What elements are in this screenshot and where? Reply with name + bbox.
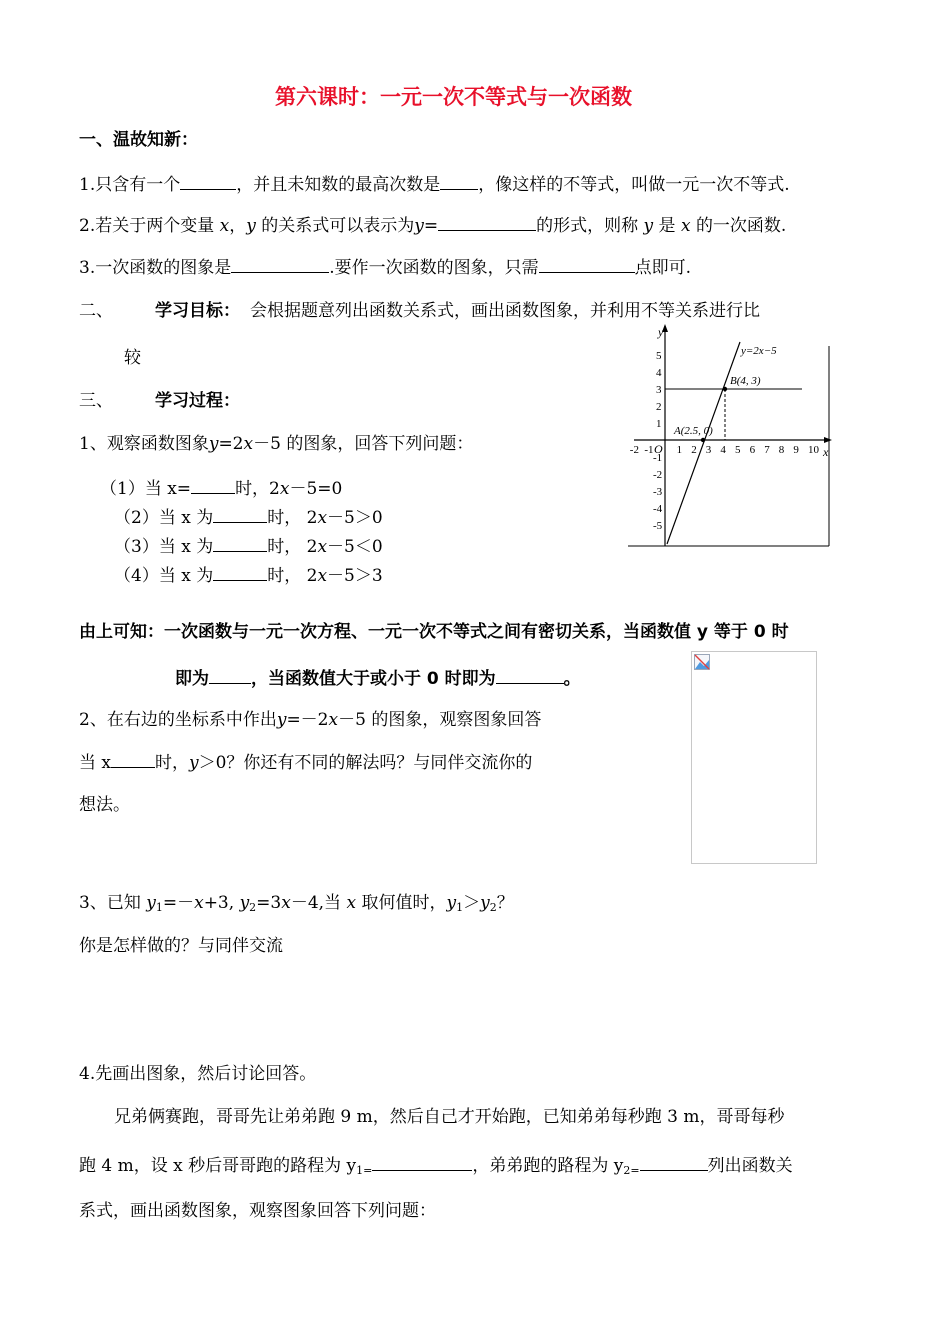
answer-blank[interactable] (111, 751, 155, 768)
x-tick-label: 10 (808, 444, 819, 456)
x-tick-label: 9 (793, 444, 799, 456)
problem-3-line-2: 你是怎样做的？与同伴交流 (79, 936, 283, 956)
problem-2-line-2: 当 x 时，y＞0？你还有不同的解法吗？与同伴交流你的 (79, 753, 533, 773)
x-tick-label: 8 (778, 444, 785, 456)
y-tick-label: 2 (656, 401, 662, 413)
problem-4-line-2: 跑 4 m，设 x 秒后哥哥跑的路程为 $y_{1=}$ ，弟弟跑的路程为 $y_{2=}$ 列出函数关 (79, 1156, 793, 1177)
y-tick-label: -1 (653, 452, 663, 464)
broken-image-icon (694, 654, 710, 670)
y-tick-label: -3 (653, 486, 663, 498)
learning-goals-continued: 较 (124, 348, 141, 368)
point-a-label: A(2.5, 0) (674, 425, 713, 437)
problem-4-line-1: 兄弟俩赛跑，哥哥先让弟弟跑 9 m，然后自己才开始跑，已知弟弟每秒跑 3 m，哥哥每秒 (114, 1107, 785, 1127)
section-review-heading: 一、温故知新： (79, 130, 198, 150)
problem-4-heading: 4.先画出图象，然后讨论回答。 (79, 1064, 317, 1084)
y-axis-label: y (658, 325, 664, 339)
answer-blank[interactable] (440, 173, 478, 190)
answer-blank[interactable] (539, 256, 635, 273)
origin-label: O (654, 442, 663, 456)
review-question-3: 3.一次函数的图象是 .要作一次函数的图象，只需 点即可. (79, 258, 692, 278)
learning-goals: 二、 学习目标： 会根据题意列出函数关系式，画出函数图象，并利用不等关系进行比 (79, 301, 760, 321)
y-tick-label: 5 (656, 350, 662, 362)
line-label: y=2x−5 (741, 345, 777, 357)
problem-2-line-1: 2、在右边的坐标系中作出y=－2x－5 的图象，观察图象回答 (79, 710, 542, 730)
problem-1-part-1: （1）当 x= 时，2x－5=0 (100, 479, 343, 499)
y-tick-label: 3 (656, 384, 662, 396)
answer-blank[interactable] (213, 564, 267, 581)
answer-blank[interactable] (372, 1154, 472, 1171)
problem-1-part-4: （4）当 x 为 时， 2x－5＞3 (114, 566, 383, 586)
page-title: 第六课时：一元一次不等式与一次函数 (275, 85, 632, 109)
y-tick-label: -2 (653, 469, 663, 481)
answer-blank[interactable] (213, 535, 267, 552)
point-b-label: B(4, 3) (730, 375, 761, 387)
answer-blank[interactable] (180, 173, 236, 190)
problem-1-part-3: （3）当 x 为 时， 2x－5＜0 (114, 537, 383, 557)
x-axis-arrow (824, 437, 832, 443)
problem-3-line-1: 3、已知 $y_1=-x+3$, $y_2=3x-4$,当 x 取何值时，$y_1>y_2$？ (79, 893, 514, 914)
point-a (701, 438, 705, 442)
problem-4-line-3: 系式，画出函数图象，观察图象回答下列问题： (79, 1201, 436, 1221)
problem-1-part-2: （2）当 x 为 时， 2x－5＞0 (114, 508, 383, 528)
y-tick-label: -5 (653, 520, 663, 532)
function-graph (622, 322, 834, 550)
x-tick-label: 4 (720, 444, 726, 456)
answer-blank[interactable] (640, 1154, 708, 1171)
image-placeholder (691, 651, 817, 864)
x-axis-label: x (823, 445, 829, 459)
conclusion-line-1: 由上可知：一次函数与一元一次方程、一元一次不等式之间有密切关系，当函数值 y 等于 0 时 (79, 622, 789, 642)
x-tick-label: 5 (735, 444, 741, 456)
x-tick-label: 6 (749, 444, 756, 456)
y-tick-label: 4 (656, 367, 662, 379)
x-tick-label: 3 (705, 444, 712, 456)
review-question-1: 1.只含有一个 ，并且未知数的最高次数是 ，像这样的不等式，叫做一元一次不等式. (79, 175, 790, 195)
problem-1-intro: 1、观察函数图象y=2x－5 的图象，回答下列问题： (79, 434, 474, 454)
x-tick-label: -1 (644, 444, 654, 456)
y-tick-label: -4 (653, 503, 663, 515)
point-b (723, 387, 727, 391)
line-2x-minus-5 (667, 342, 740, 544)
conclusion-line-2: 即为 ，当函数值大于或小于 0 时即为 。 (175, 669, 581, 689)
x-tick-label: 7 (764, 444, 770, 456)
x-tick-label: 1 (676, 444, 683, 456)
answer-blank[interactable] (438, 214, 536, 231)
y-tick-label: 1 (656, 418, 662, 430)
problem-2-line-3: 想法。 (79, 795, 130, 815)
answer-blank[interactable] (209, 667, 251, 684)
answer-blank[interactable] (191, 477, 235, 494)
x-tick-label: -2 (629, 444, 639, 456)
answer-blank[interactable] (231, 256, 329, 273)
answer-blank[interactable] (213, 506, 267, 523)
section-process-heading: 三、 学习过程： (79, 391, 240, 411)
answer-blank[interactable] (496, 667, 564, 684)
x-tick-label: 2 (691, 444, 697, 456)
review-question-2: 2.若关于两个变量 x，y 的关系式可以表示为y= 的形式，则称 y 是 x 的一次函数. (79, 216, 787, 236)
